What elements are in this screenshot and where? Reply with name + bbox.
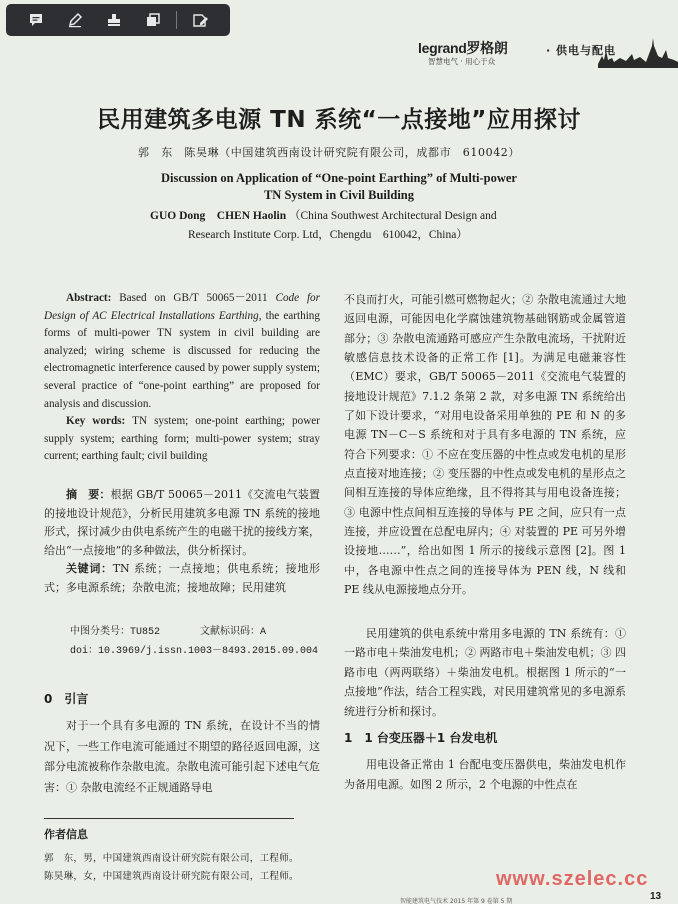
footnote-rule bbox=[44, 818, 294, 819]
right-para-1: 不良而打火，可能引燃可燃物起火；② 杂散电流通过大地返回电源，可能因电化学腐蚀建筑物基础钢筋或金属管道部分；③ 杂散电流通路可感应产生杂散电流场，干扰附近敏感信息技术设备的正常工作 [1]。为满足电磁兼容性（EMC）要求，GB/T 50065－2011《交流电气装置的接地设计规范》7.1.2 条第 2 款，对多电源 TN 系统给出了如下设计要求，“对用电设备采用单独的 PE 和 N 的多电源 TN－C－S 系统和对于具有多电源的 TN 系统，应符合下列要求：① 不应在变压器的中性点或发电机的星形点直接对地连接；② 变压器的中性点或发电机的星形点之间相互连接的导体应绝缘，且不得将其与用电设备连接；③ 电源中性点间相互连接的导体与 PE 之间，应只有一点连接，并应设置在总配电屏内；④ 对装置的 PE 可另外增设接地……”，给出如图 1 所示的接线示意图 [2]。图 1 中，各电源中性点之间的连接导体为 PEN 线，N 线和 PE 线从电源接地点分开。 bbox=[344, 293, 626, 597]
copy-icon bbox=[145, 12, 161, 28]
abstract-cn bbox=[44, 486, 320, 598]
section-0-paragraph: 对于一个具有多电源的 TN 系统，在设计不当的情况下，一些工作电流可能通过不期望的路径返回电源，这部分电流被称作杂散电流。杂散电流可能引起下述电气危害：① 杂散电流经不正规通路导电 bbox=[44, 719, 320, 794]
keywords-cn-label: 关键词： bbox=[66, 562, 113, 576]
stamp-button[interactable] bbox=[94, 4, 133, 36]
abstract-en bbox=[44, 290, 320, 466]
keywords-en-text: TN system; one-point earthing; power supply system; earthing form; multi-power system; stray current; earthing fault; civil building bbox=[44, 415, 320, 463]
running-footer: 智能建筑电气技术 2015 年第 9 卷第 5 期 bbox=[400, 898, 513, 904]
column-name: · 供电与配电 bbox=[546, 44, 617, 57]
brand-tagline: 智慧电气 · 用心于众 bbox=[428, 57, 496, 66]
pen-button[interactable] bbox=[55, 4, 94, 36]
sign-button[interactable] bbox=[181, 4, 220, 36]
title-en-line-2: TN System in Civil Building bbox=[263, 188, 415, 202]
authors-en-aff2: Research Institute Corp. Ltd，Chengdu 610042，China） bbox=[188, 229, 468, 241]
watermark: www.szelec.cc bbox=[496, 868, 649, 890]
page-number: 13 bbox=[650, 891, 662, 902]
authors-cn: 郭 东 陈昊琳（中国建筑西南设计研究院有限公司，成都市 610042） bbox=[138, 146, 520, 159]
right-para-3: 用电设备正常由 1 台配电变压器供电，柴油发电机作为备用电源。如图 2 所示，2 个电源的中性点在 bbox=[344, 758, 626, 791]
comment-icon bbox=[28, 12, 44, 28]
right-para-2: 民用建筑的供电系统中常用多电源的 TN 系统有：① 一路市电＋柴油发电机；② 两路市电＋柴油发电机；③ 四路市电（两两联络）＋柴油发电机。根据图 1 所示的“一点接地”作法，结合工程实践，对民用建筑常见的多电源系统进行分析和探讨。 bbox=[344, 627, 626, 718]
author-info-heading: 作者信息 bbox=[44, 828, 88, 841]
abstract-en-text-2: , the earthing forms of multi-power TN system in civil building are analyzed; wiring scheme is discussed for reducing the electromagnetic interference caused by power supply system; several practice of “one-point earthing” are proposed for analysis and discussion. bbox=[44, 309, 320, 410]
doi: doi：10.3969/j.issn.1003－8493.2015.09.004 bbox=[70, 646, 319, 657]
annotation-toolbar bbox=[6, 4, 230, 36]
skyline-graphic bbox=[598, 36, 678, 68]
keywords-en-label: Key words: bbox=[66, 415, 126, 428]
section-1-heading: 1 1 台变压器＋1 台发电机 bbox=[344, 731, 498, 745]
abstract-en-text-1: Based on GB/T 50065－2011 bbox=[119, 292, 268, 304]
clc-number: 中图分类号：TU852 文献标识码：A bbox=[70, 627, 267, 638]
sign-icon bbox=[192, 12, 210, 28]
brand-header bbox=[412, 36, 678, 72]
author-info-line-1: 郭 东，男，中国建筑西南设计研究院有限公司，工程师。 bbox=[44, 853, 299, 864]
authors-en-names: GUO Dong CHEN Haolin bbox=[150, 210, 287, 222]
comment-button[interactable] bbox=[16, 4, 55, 36]
authors-en-aff1: （China Southwest Architectural Design and bbox=[288, 210, 497, 222]
abstract-cn-text: 根据 GB/T 50065－2011《交流电气装置的接地设计规范》，分析民用建筑多电源 TN 系统的接地形式，探讨减少由供电系统产生的电磁干扰的接线方案，给出“一点接地”的多种做法，供分析探讨。 bbox=[44, 488, 320, 557]
article-title-en bbox=[0, 170, 678, 204]
title-en-line-1: Discussion on Application of “One-point Earthing” of Multi-power bbox=[161, 171, 517, 185]
copy-button[interactable] bbox=[133, 4, 172, 36]
pen-icon bbox=[67, 12, 83, 28]
keywords-cn-text: TN 系统；一点接地；供电系统；接地形式；多电源系统；杂散电流；接地故障；民用建筑 bbox=[44, 562, 321, 594]
section-0-heading: 0 引言 bbox=[44, 692, 89, 706]
brand-logo: legrand罗格朗 bbox=[418, 40, 508, 56]
abstract-cn-label: 摘 要： bbox=[66, 488, 111, 501]
stamp-icon bbox=[106, 12, 122, 28]
article-title: 民用建筑多电源 TN 系统“一点接地”应用探讨 bbox=[97, 107, 581, 133]
authors-en bbox=[150, 207, 497, 245]
toolbar-divider bbox=[176, 11, 177, 29]
abstract-en-code: Code for Design of AC Electrical Installations Earthing bbox=[44, 292, 321, 322]
author-info-line-2: 陈昊琳，女，中国建筑西南设计研究院有限公司，工程师。 bbox=[44, 871, 299, 882]
abstract-en-label: Abstract: bbox=[66, 292, 112, 304]
